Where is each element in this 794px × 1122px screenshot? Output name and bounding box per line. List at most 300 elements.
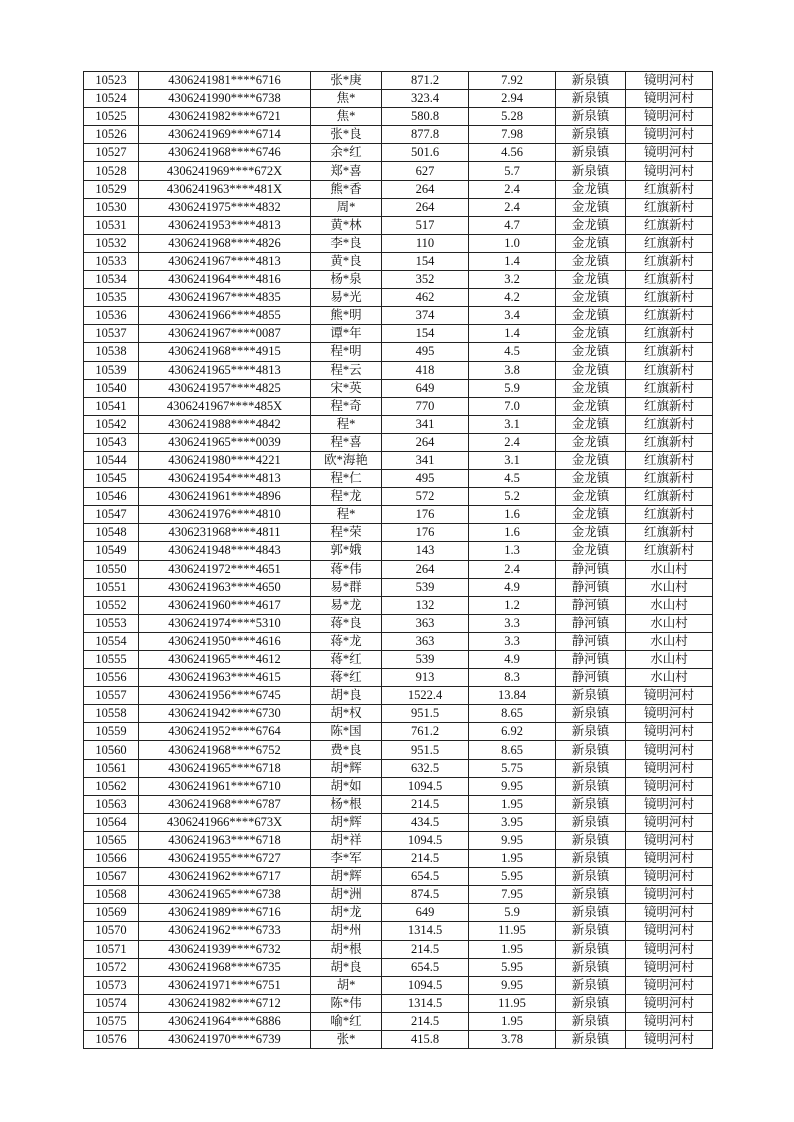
area-cell: 2.4: [469, 198, 556, 216]
amount-cell: 495: [382, 343, 469, 361]
area-cell: 3.78: [469, 1030, 556, 1048]
serial-number-cell: 10557: [84, 687, 139, 705]
id-number-cell: 4306241967****0087: [139, 325, 311, 343]
village-cell: 镜明河村: [626, 850, 713, 868]
village-cell: 水山村: [626, 596, 713, 614]
serial-number-cell: 10575: [84, 1012, 139, 1030]
village-cell: 红旗新村: [626, 451, 713, 469]
name-cell: 周*: [311, 198, 382, 216]
area-cell: 5.28: [469, 108, 556, 126]
area-cell: 7.95: [469, 886, 556, 904]
id-number-cell: 4306241965****6738: [139, 886, 311, 904]
id-number-cell: 4306241963****4650: [139, 578, 311, 596]
serial-number-cell: 10524: [84, 90, 139, 108]
id-number-cell: 4306241956****6745: [139, 687, 311, 705]
name-cell: 陈*国: [311, 723, 382, 741]
area-cell: 3.1: [469, 415, 556, 433]
village-cell: 红旗新村: [626, 488, 713, 506]
serial-number-cell: 10559: [84, 723, 139, 741]
town-cell: 金龙镇: [556, 325, 626, 343]
village-cell: 镜明河村: [626, 108, 713, 126]
amount-cell: 770: [382, 397, 469, 415]
serial-number-cell: 10565: [84, 831, 139, 849]
serial-number-cell: 10550: [84, 560, 139, 578]
id-number-cell: 4306241971****6751: [139, 976, 311, 994]
village-cell: 红旗新村: [626, 542, 713, 560]
town-cell: 新泉镇: [556, 831, 626, 849]
name-cell: 宋*英: [311, 379, 382, 397]
name-cell: 李*军: [311, 850, 382, 868]
id-number-cell: 4306241967****4835: [139, 289, 311, 307]
village-cell: 镜明河村: [626, 886, 713, 904]
area-cell: 1.6: [469, 524, 556, 542]
village-cell: 红旗新村: [626, 379, 713, 397]
area-cell: 1.4: [469, 325, 556, 343]
area-cell: 9.95: [469, 976, 556, 994]
serial-number-cell: 10529: [84, 180, 139, 198]
name-cell: 陈*伟: [311, 994, 382, 1012]
area-cell: 3.3: [469, 632, 556, 650]
id-number-cell: 4306241963****6718: [139, 831, 311, 849]
id-number-cell: 4306241960****4617: [139, 596, 311, 614]
village-cell: 镜明河村: [626, 72, 713, 90]
amount-cell: 143: [382, 542, 469, 560]
table-row: [84, 271, 713, 289]
name-cell: 杨*泉: [311, 271, 382, 289]
serial-number-cell: 10566: [84, 850, 139, 868]
name-cell: 费*良: [311, 741, 382, 759]
name-cell: 蒋*良: [311, 614, 382, 632]
amount-cell: 341: [382, 451, 469, 469]
town-cell: 新泉镇: [556, 868, 626, 886]
village-cell: 镜明河村: [626, 162, 713, 180]
village-cell: 红旗新村: [626, 198, 713, 216]
id-number-cell: 4306241961****6710: [139, 777, 311, 795]
village-cell: 水山村: [626, 632, 713, 650]
name-cell: 熊*明: [311, 307, 382, 325]
table-row: [84, 651, 713, 669]
serial-number-cell: 10547: [84, 506, 139, 524]
id-number-cell: 4306241964****6886: [139, 1012, 311, 1030]
table-row: [84, 343, 713, 361]
id-number-cell: 4306241970****6739: [139, 1030, 311, 1048]
name-cell: 焦*: [311, 108, 382, 126]
name-cell: 易*光: [311, 289, 382, 307]
serial-number-cell: 10567: [84, 868, 139, 886]
table-row: [84, 868, 713, 886]
table-row: [84, 108, 713, 126]
amount-cell: 264: [382, 180, 469, 198]
town-cell: 新泉镇: [556, 958, 626, 976]
table-row: [84, 433, 713, 451]
area-cell: 13.84: [469, 687, 556, 705]
amount-cell: 1314.5: [382, 994, 469, 1012]
town-cell: 静河镇: [556, 632, 626, 650]
amount-cell: 154: [382, 325, 469, 343]
village-cell: 镜明河村: [626, 795, 713, 813]
id-number-cell: 4306241968****6746: [139, 144, 311, 162]
table-row: [84, 216, 713, 234]
amount-cell: 110: [382, 234, 469, 252]
id-number-cell: 4306241981****6716: [139, 72, 311, 90]
table-row: [84, 126, 713, 144]
area-cell: 5.9: [469, 379, 556, 397]
area-cell: 7.92: [469, 72, 556, 90]
town-cell: 金龙镇: [556, 397, 626, 415]
table-row: [84, 1012, 713, 1030]
area-cell: 5.75: [469, 759, 556, 777]
area-cell: 8.65: [469, 741, 556, 759]
name-cell: 胡*如: [311, 777, 382, 795]
id-number-cell: 4306241976****4810: [139, 506, 311, 524]
id-number-cell: 4306241965****6718: [139, 759, 311, 777]
amount-cell: 462: [382, 289, 469, 307]
amount-cell: 654.5: [382, 868, 469, 886]
serial-number-cell: 10536: [84, 307, 139, 325]
serial-number-cell: 10526: [84, 126, 139, 144]
name-cell: 余*红: [311, 144, 382, 162]
area-cell: 1.95: [469, 795, 556, 813]
village-cell: 红旗新村: [626, 343, 713, 361]
name-cell: 黄*良: [311, 252, 382, 270]
area-cell: 5.9: [469, 904, 556, 922]
data-table: [83, 71, 713, 1049]
town-cell: 金龙镇: [556, 307, 626, 325]
serial-number-cell: 10548: [84, 524, 139, 542]
amount-cell: 951.5: [382, 705, 469, 723]
serial-number-cell: 10540: [84, 379, 139, 397]
amount-cell: 176: [382, 506, 469, 524]
town-cell: 新泉镇: [556, 687, 626, 705]
area-cell: 6.92: [469, 723, 556, 741]
serial-number-cell: 10532: [84, 234, 139, 252]
area-cell: 4.2: [469, 289, 556, 307]
name-cell: 黄*林: [311, 216, 382, 234]
area-cell: 1.3: [469, 542, 556, 560]
area-cell: 3.1: [469, 451, 556, 469]
town-cell: 新泉镇: [556, 922, 626, 940]
village-cell: 镜明河村: [626, 90, 713, 108]
amount-cell: 501.6: [382, 144, 469, 162]
amount-cell: 539: [382, 578, 469, 596]
town-cell: 静河镇: [556, 614, 626, 632]
table-row: [84, 307, 713, 325]
table-row: [84, 397, 713, 415]
amount-cell: 415.8: [382, 1030, 469, 1048]
table-row: [84, 506, 713, 524]
table-row: [84, 705, 713, 723]
area-cell: 2.94: [469, 90, 556, 108]
village-cell: 水山村: [626, 560, 713, 578]
name-cell: 蒋*红: [311, 669, 382, 687]
amount-cell: 264: [382, 198, 469, 216]
table-row: [84, 451, 713, 469]
name-cell: 胡*辉: [311, 759, 382, 777]
town-cell: 金龙镇: [556, 361, 626, 379]
name-cell: 程*龙: [311, 488, 382, 506]
name-cell: 程*喜: [311, 433, 382, 451]
table-row: [84, 759, 713, 777]
amount-cell: 363: [382, 614, 469, 632]
area-cell: 4.5: [469, 470, 556, 488]
village-cell: 镜明河村: [626, 144, 713, 162]
table-row: [84, 1030, 713, 1048]
amount-cell: 264: [382, 560, 469, 578]
town-cell: 新泉镇: [556, 72, 626, 90]
id-number-cell: 4306241969****6714: [139, 126, 311, 144]
id-number-cell: 4306241972****4651: [139, 560, 311, 578]
town-cell: 金龙镇: [556, 252, 626, 270]
amount-cell: 761.2: [382, 723, 469, 741]
area-cell: 5.95: [469, 958, 556, 976]
village-cell: 红旗新村: [626, 415, 713, 433]
amount-cell: 627: [382, 162, 469, 180]
table-row: [84, 669, 713, 687]
town-cell: 新泉镇: [556, 723, 626, 741]
area-cell: 3.4: [469, 307, 556, 325]
village-cell: 镜明河村: [626, 813, 713, 831]
name-cell: 胡*州: [311, 922, 382, 940]
serial-number-cell: 10546: [84, 488, 139, 506]
id-number-cell: 4306241968****4915: [139, 343, 311, 361]
town-cell: 新泉镇: [556, 144, 626, 162]
village-cell: 镜明河村: [626, 831, 713, 849]
name-cell: 谭*年: [311, 325, 382, 343]
amount-cell: 871.2: [382, 72, 469, 90]
area-cell: 1.4: [469, 252, 556, 270]
amount-cell: 176: [382, 524, 469, 542]
name-cell: 蒋*龙: [311, 632, 382, 650]
serial-number-cell: 10574: [84, 994, 139, 1012]
town-cell: 金龙镇: [556, 488, 626, 506]
name-cell: 郭*娥: [311, 542, 382, 560]
table-row: [84, 795, 713, 813]
id-number-cell: 4306241957****4825: [139, 379, 311, 397]
table-row: [84, 180, 713, 198]
amount-cell: 341: [382, 415, 469, 433]
serial-number-cell: 10537: [84, 325, 139, 343]
village-cell: 红旗新村: [626, 397, 713, 415]
area-cell: 3.8: [469, 361, 556, 379]
table-row: [84, 144, 713, 162]
id-number-cell: 4306241975****4832: [139, 198, 311, 216]
village-cell: 镜明河村: [626, 994, 713, 1012]
amount-cell: 352: [382, 271, 469, 289]
village-cell: 镜明河村: [626, 940, 713, 958]
town-cell: 新泉镇: [556, 126, 626, 144]
amount-cell: 323.4: [382, 90, 469, 108]
town-cell: 金龙镇: [556, 470, 626, 488]
amount-cell: 951.5: [382, 741, 469, 759]
name-cell: 胡*根: [311, 940, 382, 958]
table-row: [84, 560, 713, 578]
name-cell: 喻*红: [311, 1012, 382, 1030]
name-cell: 胡*辉: [311, 813, 382, 831]
amount-cell: 374: [382, 307, 469, 325]
serial-number-cell: 10572: [84, 958, 139, 976]
id-number-cell: 4306241950****4616: [139, 632, 311, 650]
serial-number-cell: 10552: [84, 596, 139, 614]
area-cell: 2.4: [469, 180, 556, 198]
area-cell: 9.95: [469, 777, 556, 795]
town-cell: 金龙镇: [556, 506, 626, 524]
village-cell: 红旗新村: [626, 289, 713, 307]
amount-cell: 1522.4: [382, 687, 469, 705]
village-cell: 镜明河村: [626, 741, 713, 759]
name-cell: 杨*根: [311, 795, 382, 813]
id-number-cell: 4306241962****6717: [139, 868, 311, 886]
town-cell: 新泉镇: [556, 850, 626, 868]
area-cell: 1.95: [469, 1012, 556, 1030]
amount-cell: 572: [382, 488, 469, 506]
id-number-cell: 4306241964****4816: [139, 271, 311, 289]
town-cell: 金龙镇: [556, 180, 626, 198]
village-cell: 镜明河村: [626, 904, 713, 922]
village-cell: 镜明河村: [626, 126, 713, 144]
amount-cell: 654.5: [382, 958, 469, 976]
name-cell: 郑*喜: [311, 162, 382, 180]
table-row: [84, 198, 713, 216]
amount-cell: 1094.5: [382, 777, 469, 795]
village-cell: 红旗新村: [626, 325, 713, 343]
name-cell: 易*龙: [311, 596, 382, 614]
table-row: [84, 614, 713, 632]
area-cell: 4.9: [469, 651, 556, 669]
id-number-cell: 4306241948****4843: [139, 542, 311, 560]
serial-number-cell: 10563: [84, 795, 139, 813]
area-cell: 5.7: [469, 162, 556, 180]
serial-number-cell: 10568: [84, 886, 139, 904]
name-cell: 焦*: [311, 90, 382, 108]
town-cell: 新泉镇: [556, 940, 626, 958]
town-cell: 金龙镇: [556, 524, 626, 542]
name-cell: 程*奇: [311, 397, 382, 415]
table-row: [84, 850, 713, 868]
table-row: [84, 90, 713, 108]
serial-number-cell: 10571: [84, 940, 139, 958]
village-cell: 镜明河村: [626, 976, 713, 994]
town-cell: 静河镇: [556, 669, 626, 687]
amount-cell: 632.5: [382, 759, 469, 777]
amount-cell: 132: [382, 596, 469, 614]
table-row: [84, 596, 713, 614]
serial-number-cell: 10525: [84, 108, 139, 126]
id-number-cell: 4306241965****0039: [139, 433, 311, 451]
id-number-cell: 4306241965****4612: [139, 651, 311, 669]
name-cell: 胡*良: [311, 687, 382, 705]
town-cell: 金龙镇: [556, 542, 626, 560]
area-cell: 9.95: [469, 831, 556, 849]
amount-cell: 539: [382, 651, 469, 669]
amount-cell: 1094.5: [382, 831, 469, 849]
amount-cell: 874.5: [382, 886, 469, 904]
town-cell: 金龙镇: [556, 415, 626, 433]
town-cell: 金龙镇: [556, 216, 626, 234]
amount-cell: 418: [382, 361, 469, 379]
village-cell: 红旗新村: [626, 307, 713, 325]
id-number-cell: 4306241988****4842: [139, 415, 311, 433]
town-cell: 新泉镇: [556, 162, 626, 180]
id-number-cell: 4306241962****6733: [139, 922, 311, 940]
area-cell: 1.0: [469, 234, 556, 252]
area-cell: 3.2: [469, 271, 556, 289]
village-cell: 镜明河村: [626, 1030, 713, 1048]
serial-number-cell: 10545: [84, 470, 139, 488]
name-cell: 胡*权: [311, 705, 382, 723]
village-cell: 红旗新村: [626, 252, 713, 270]
serial-number-cell: 10530: [84, 198, 139, 216]
name-cell: 程*明: [311, 343, 382, 361]
table-row: [84, 994, 713, 1012]
village-cell: 镜明河村: [626, 1012, 713, 1030]
id-number-cell: 4306231968****4811: [139, 524, 311, 542]
village-cell: 红旗新村: [626, 180, 713, 198]
name-cell: 胡*: [311, 976, 382, 994]
village-cell: 水山村: [626, 669, 713, 687]
village-cell: 红旗新村: [626, 271, 713, 289]
amount-cell: 214.5: [382, 940, 469, 958]
serial-number-cell: 10523: [84, 72, 139, 90]
table-row: [84, 958, 713, 976]
village-cell: 红旗新村: [626, 470, 713, 488]
id-number-cell: 4306241963****4615: [139, 669, 311, 687]
amount-cell: 264: [382, 433, 469, 451]
village-cell: 红旗新村: [626, 234, 713, 252]
serial-number-cell: 10556: [84, 669, 139, 687]
town-cell: 静河镇: [556, 578, 626, 596]
area-cell: 3.3: [469, 614, 556, 632]
village-cell: 红旗新村: [626, 524, 713, 542]
serial-number-cell: 10562: [84, 777, 139, 795]
village-cell: 镜明河村: [626, 687, 713, 705]
town-cell: 新泉镇: [556, 1030, 626, 1048]
town-cell: 新泉镇: [556, 741, 626, 759]
area-cell: 11.95: [469, 994, 556, 1012]
table-row: [84, 922, 713, 940]
serial-number-cell: 10527: [84, 144, 139, 162]
serial-number-cell: 10539: [84, 361, 139, 379]
table-row: [84, 542, 713, 560]
table-row: [84, 415, 713, 433]
serial-number-cell: 10554: [84, 632, 139, 650]
area-cell: 8.3: [469, 669, 556, 687]
name-cell: 程*云: [311, 361, 382, 379]
amount-cell: 154: [382, 252, 469, 270]
town-cell: 静河镇: [556, 560, 626, 578]
serial-number-cell: 10573: [84, 976, 139, 994]
name-cell: 易*群: [311, 578, 382, 596]
amount-cell: 877.8: [382, 126, 469, 144]
id-number-cell: 4306241965****4813: [139, 361, 311, 379]
id-number-cell: 4306241966****4855: [139, 307, 311, 325]
village-cell: 镜明河村: [626, 958, 713, 976]
table-row: [84, 234, 713, 252]
serial-number-cell: 10558: [84, 705, 139, 723]
area-cell: 8.65: [469, 705, 556, 723]
id-number-cell: 4306241982****6721: [139, 108, 311, 126]
id-number-cell: 4306241967****485X: [139, 397, 311, 415]
area-cell: 7.98: [469, 126, 556, 144]
name-cell: 程*: [311, 415, 382, 433]
table-row: [84, 361, 713, 379]
town-cell: 新泉镇: [556, 759, 626, 777]
amount-cell: 913: [382, 669, 469, 687]
town-cell: 新泉镇: [556, 705, 626, 723]
town-cell: 金龙镇: [556, 198, 626, 216]
town-cell: 新泉镇: [556, 795, 626, 813]
area-cell: 2.4: [469, 433, 556, 451]
id-number-cell: 4306241953****4813: [139, 216, 311, 234]
